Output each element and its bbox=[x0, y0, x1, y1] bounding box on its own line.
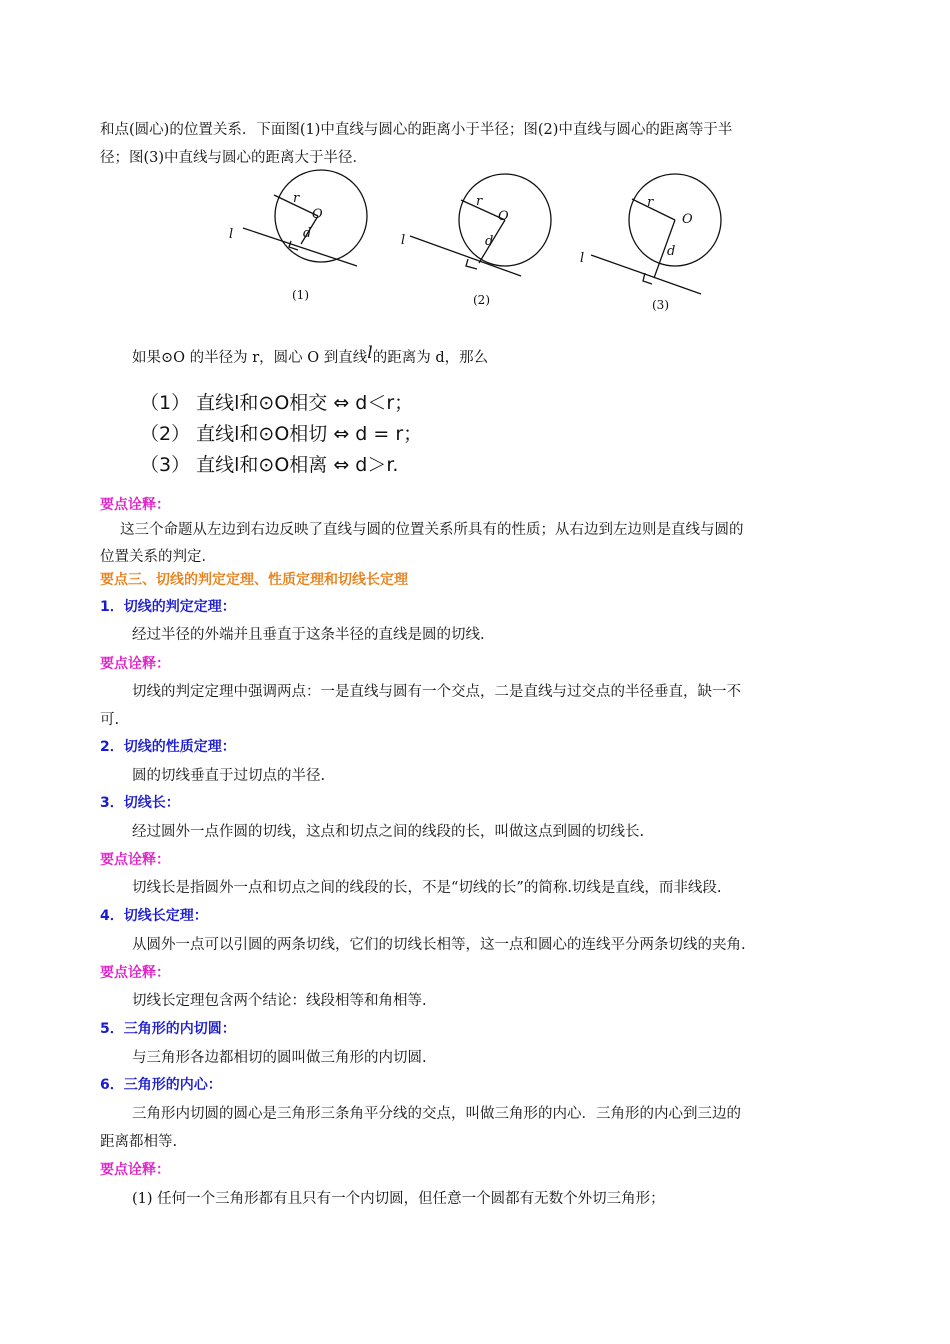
intro-line-1: 和点(圆心)的位置关系．下面图(1)中直线与圆心的距离小于半径；图(2)中直线与圆心的距离等于半 bbox=[100, 122, 733, 138]
figure-1-caption: (1) bbox=[292, 288, 309, 302]
item2-title: 2．切线的性质定理： bbox=[100, 739, 236, 755]
item3-text: 经过圆外一点作圆的切线，这点和切点之间的线段的长，叫做这点到圆的切线长. bbox=[132, 824, 645, 840]
note2-line-1: 切线的判定定理中强调两点：一是直线与圆有一个交点，二是直线与过交点的半径垂直，缺一不 bbox=[132, 684, 741, 700]
note1-line-2: 位置关系的判定． bbox=[100, 549, 216, 565]
item3-title: 3．切线长： bbox=[100, 795, 180, 811]
radius-sentence-part2: 的距离为 d，那么 bbox=[372, 350, 489, 366]
figure-3-label-r: r bbox=[647, 195, 654, 210]
note4-text: 切线长定理包含两个结论：线段相等和角相等. bbox=[132, 993, 427, 1009]
radius-sentence-italic-l: l bbox=[367, 343, 373, 363]
note-label-1: 要点诠释： bbox=[100, 497, 170, 513]
intro-line-2: 径；图(3)中直线与圆心的距离大于半径． bbox=[100, 150, 368, 166]
note5-text: (1) 任何一个三角形都有且只有一个内切圆，但任意一个圆都有无数个外切三角形； bbox=[132, 1191, 665, 1207]
figure-3-caption: (3) bbox=[652, 298, 669, 312]
figure-3-radius bbox=[632, 199, 675, 220]
condition-separate: （3） 直线l和⊙O相离 ⇔ d＞r. bbox=[140, 454, 399, 476]
condition-tangent: （2） 直线l和⊙O相切 ⇔ d = r； bbox=[140, 423, 423, 445]
item5-text: 与三角形各边都相切的圆叫做三角形的内切圆. bbox=[132, 1050, 427, 1066]
item5-title: 5．三角形的内切圆： bbox=[100, 1021, 236, 1037]
figure-2-label-d: d bbox=[485, 234, 494, 249]
note-label-3: 要点诠释： bbox=[100, 852, 170, 868]
figure-1-label-r: r bbox=[293, 191, 300, 206]
item1-title: 1．切线的判定定理： bbox=[100, 599, 236, 615]
radius-sentence-part1: 如果⊙O 的半径为 r，圆心 O 到直线 bbox=[132, 350, 368, 366]
figure-3-label-l: l bbox=[580, 251, 585, 266]
figure-3-line bbox=[591, 255, 701, 294]
figure-2-right-angle bbox=[466, 259, 477, 269]
note2-line-2: 可. bbox=[100, 712, 120, 728]
line-circle-figures bbox=[215, 168, 725, 320]
figure-2-caption: (2) bbox=[473, 293, 490, 307]
note-label-4: 要点诠释： bbox=[100, 965, 170, 981]
section3-title: 要点三、切线的判定定理、性质定理和切线长定理 bbox=[100, 572, 408, 588]
figure-1-line bbox=[243, 228, 357, 266]
item6-title: 6．三角形的内心： bbox=[100, 1077, 222, 1093]
figure-3-label-d: d bbox=[667, 244, 676, 259]
item4-title: 4．切线长定理： bbox=[100, 908, 208, 924]
figure-2-line bbox=[410, 236, 521, 276]
figure-3-label-o: O bbox=[682, 212, 693, 227]
figure-1-label-o: O bbox=[312, 207, 323, 222]
condition-intersect: （1） 直线l和⊙O相交 ⇔ d＜r； bbox=[140, 392, 414, 414]
note1-line-1: 这三个命题从左边到右边反映了直线与圆的位置关系所具有的性质；从右边到左边则是直线与圆的 bbox=[120, 522, 744, 538]
item1-text: 经过半径的外端并且垂直于这条半径的直线是圆的切线. bbox=[132, 627, 485, 643]
figure-2-label-r: r bbox=[476, 194, 483, 209]
item4-text: 从圆外一点可以引圆的两条切线，它们的切线长相等，这一点和圆心的连线平分两条切线的夹角. bbox=[132, 937, 746, 953]
item2-text: 圆的切线垂直于过切点的半径. bbox=[132, 768, 326, 784]
item6-line-2: 距离都相等. bbox=[100, 1134, 178, 1150]
figure-1-label-d: d bbox=[303, 226, 312, 241]
item6-line-1: 三角形内切圆的圆心是三角形三条角平分线的交点，叫做三角形的内心．三角形的内心到三边的 bbox=[132, 1106, 741, 1122]
note-label-2: 要点诠释： bbox=[100, 656, 170, 672]
figure-2-label-o: O bbox=[498, 209, 509, 224]
radius-sentence bbox=[132, 343, 489, 367]
figure-2-label-l: l bbox=[401, 233, 406, 248]
figure-1-label-l: l bbox=[229, 227, 234, 242]
note-label-5: 要点诠释： bbox=[100, 1162, 170, 1178]
note3-text: 切线长是指圆外一点和切点之间的线段的长，不是“切线的长”的简称.切线是直线，而非线段. bbox=[132, 880, 722, 896]
